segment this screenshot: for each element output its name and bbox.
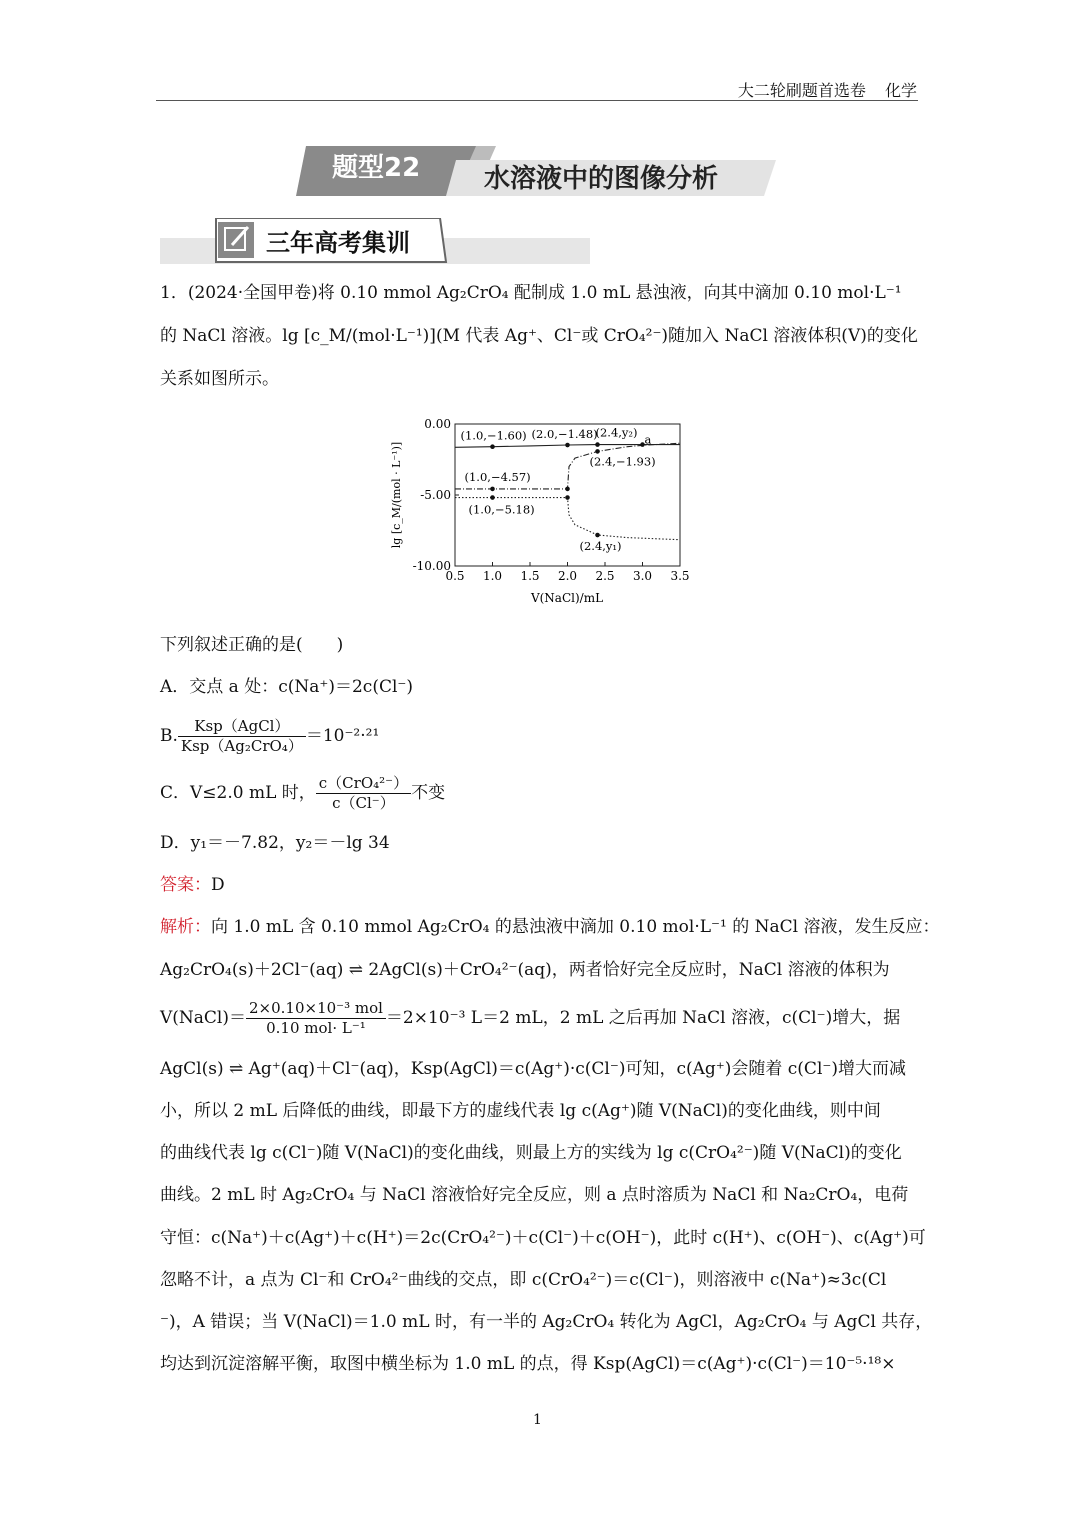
topic-tag: 题型22 [332, 153, 421, 183]
volume-numerator: 2×0.10×10⁻³ mol [246, 999, 386, 1019]
analysis-line-6: 的曲线代表 lg c(Cl⁻)随 V(NaCl)的变化曲线，则最上方的实线为 lg c(CrO₄²⁻)随 V(NaCl)的变化 [160, 1143, 902, 1163]
y-axis-label: lg [c_M/(mol · L⁻¹)] [390, 441, 403, 549]
analysis-label: 解析： [160, 917, 211, 937]
data-point-1 [565, 443, 570, 448]
point-label-6: (1.0,−5.18) [468, 502, 535, 517]
analysis-line-2: Ag₂CrO₄(s)＋2Cl⁻(aq) ⇌ 2AgCl(s)＋CrO₄²⁻(aq)，两者恰好完全反应时，NaCl 溶液的体积为 [160, 960, 890, 980]
option-c-fraction [316, 774, 411, 813]
topic-banner [296, 142, 776, 200]
option-b [160, 716, 920, 756]
data-point-4 [595, 449, 600, 454]
option-b-denominator: Ksp（Ag₂CrO₄） [180, 737, 303, 755]
analysis-line-7: 曲线。2 mL 时 Ag₂CrO₄ 与 NaCl 溶液恰好完全反应，则 a 点时溶质为 NaCl 和 Na₂CrO₄，电荷 [160, 1185, 909, 1205]
point-label-3: a [644, 432, 652, 447]
option-c-suffix: 不变 [411, 783, 446, 803]
data-point-9 [595, 533, 600, 538]
q1-line-3: 关系如图所示。 [160, 369, 279, 389]
data-point-6 [490, 495, 495, 500]
analysis-3-prefix: V(NaCl)＝ [160, 1008, 246, 1028]
volume-denominator: 0.10 mol· L⁻¹ [266, 1019, 366, 1037]
option-c-prefix: C．V≤2.0 mL 时， [160, 783, 316, 803]
running-header [724, 78, 917, 101]
x-tick-label-0: 0.5 [445, 569, 465, 583]
header-subject: 化学 [884, 81, 917, 100]
point-label-4: (2.4,−1.93) [589, 454, 656, 469]
answer-line [160, 874, 920, 896]
point-label-9: (2.4,y₁) [579, 539, 622, 554]
data-point-5 [490, 487, 495, 492]
analysis-line-9: 忽略不计，a 点为 Cl⁻和 CrO₄²⁻曲线的交点，即 c(CrO₄²⁻)＝c(Cl⁻)，则溶液中 c(Na⁺)≈3c(Cl [160, 1270, 887, 1290]
analysis-line-1 [160, 916, 940, 938]
analysis-line-11: 均达到沉淀溶解平衡，取图中横坐标为 1.0 mL 的点，得 Ksp(AgCl)＝c(Ag⁺)·c(Cl⁻)＝10⁻⁵·¹⁸× [160, 1354, 896, 1374]
point-label-2: (2.4,y₂) [595, 425, 638, 440]
point-label-1: (2.0,−1.48) [531, 427, 598, 442]
option-a: A．交点 a 处：c(Na⁺)＝2c(Cl⁻) [160, 677, 414, 697]
data-point-8 [565, 495, 570, 500]
analysis-line-3 [160, 996, 920, 1040]
analysis-line-4: AgCl(s) ⇌ Ag⁺(aq)＋Cl⁻(aq)，Ksp(AgCl)＝c(Ag⁺)·c(Cl⁻)可知，c(Ag⁺)会随着 c(Cl⁻)增大而减 [160, 1059, 906, 1079]
x-tick-label-6: 3.5 [670, 569, 690, 583]
data-point-2 [595, 442, 600, 447]
analysis-line-5: 小，所以 2 mL 后降低的曲线，即最下方的虚线代表 lg c(Ag⁺)随 V(NaCl)的变化曲线，则中间 [160, 1101, 881, 1121]
question-stem: 下列叙述正确的是( ) [160, 635, 344, 655]
page-number: 1 [533, 1412, 542, 1428]
option-c-numerator: c（CrO₄²⁻） [316, 774, 411, 794]
option-b-fraction [178, 717, 306, 756]
q1-line-2: 的 NaCl 溶液。lg [c_M/(mol·L⁻¹)](M 代表 Ag⁺、Cl⁻或 CrO₄²⁻)随加入 NaCl 溶液体积(V)的变化 [160, 326, 918, 346]
option-c [160, 773, 920, 813]
y-tick-label-0: 0.00 [424, 417, 451, 431]
lg-c-vs-volume-chart [380, 410, 710, 610]
option-d: D．y₁＝－7.82，y₂＝－lg 34 [160, 833, 390, 853]
x-tick-label-3: 2.0 [557, 569, 578, 583]
option-b-numerator: Ksp（AgCl） [178, 717, 306, 737]
analysis-line-10: ⁻)，A 错误；当 V(NaCl)＝1.0 mL 时，有一半的 Ag₂CrO₄ 转化为 AgCl，Ag₂CrO₄ 与 AgCl 共存， [160, 1312, 933, 1332]
y-tick-label-2: -10.00 [412, 559, 451, 573]
option-c-denominator: c（Cl⁻） [332, 794, 395, 812]
x-tick-label-2: 1.5 [520, 569, 540, 583]
section-banner [160, 218, 590, 266]
answer-value: D [211, 875, 225, 895]
option-b-suffix: ＝10⁻²·²¹ [305, 726, 380, 746]
header-rule [156, 100, 918, 101]
option-b-prefix: B. [160, 726, 178, 746]
x-tick-label-1: 1.0 [482, 569, 503, 583]
point-label-5: (1.0,−4.57) [464, 469, 531, 484]
data-point-0 [490, 444, 495, 449]
analysis-3-suffix: ＝2×10⁻³ L＝2 mL，2 mL 之后再加 NaCl 溶液，c(Cl⁻)增大，据 [385, 1008, 901, 1028]
x-tick-label-5: 3.0 [632, 569, 653, 583]
answer-label: 答案： [160, 875, 211, 895]
y-tick-label-1: -5.00 [420, 488, 451, 502]
x-tick-label-4: 2.5 [595, 569, 615, 583]
volume-fraction [246, 999, 386, 1038]
header-book: 大二轮刷题首选卷 [737, 81, 866, 100]
analysis-line-8: 守恒：c(Na⁺)＋c(Ag⁺)＋c(H⁺)＝2c(CrO₄²⁻)＋c(Cl⁻)＋c(OH⁻)，此时 c(H⁺)、c(OH⁻)、c(Ag⁺)可 [160, 1228, 926, 1248]
analysis-text-1: 向 1.0 mL 含 0.10 mmol Ag₂CrO₄ 的悬浊液中滴加 0.10 mol·L⁻¹ 的 NaCl 溶液，发生反应： [211, 917, 940, 937]
x-axis-label: V(NaCl)/mL [530, 591, 604, 605]
topic-title: 水溶液中的图像分析 [484, 164, 719, 194]
q1-line-1: 1．(2024·全国甲卷)将 0.10 mmol Ag₂CrO₄ 配制成 1.0 mL 悬浊液，向其中滴加 0.10 mol·L⁻¹ [160, 283, 902, 303]
data-point-7 [565, 487, 570, 492]
point-label-0: (1.0,−1.60) [460, 428, 527, 443]
section-title: 三年高考集训 [266, 229, 410, 257]
